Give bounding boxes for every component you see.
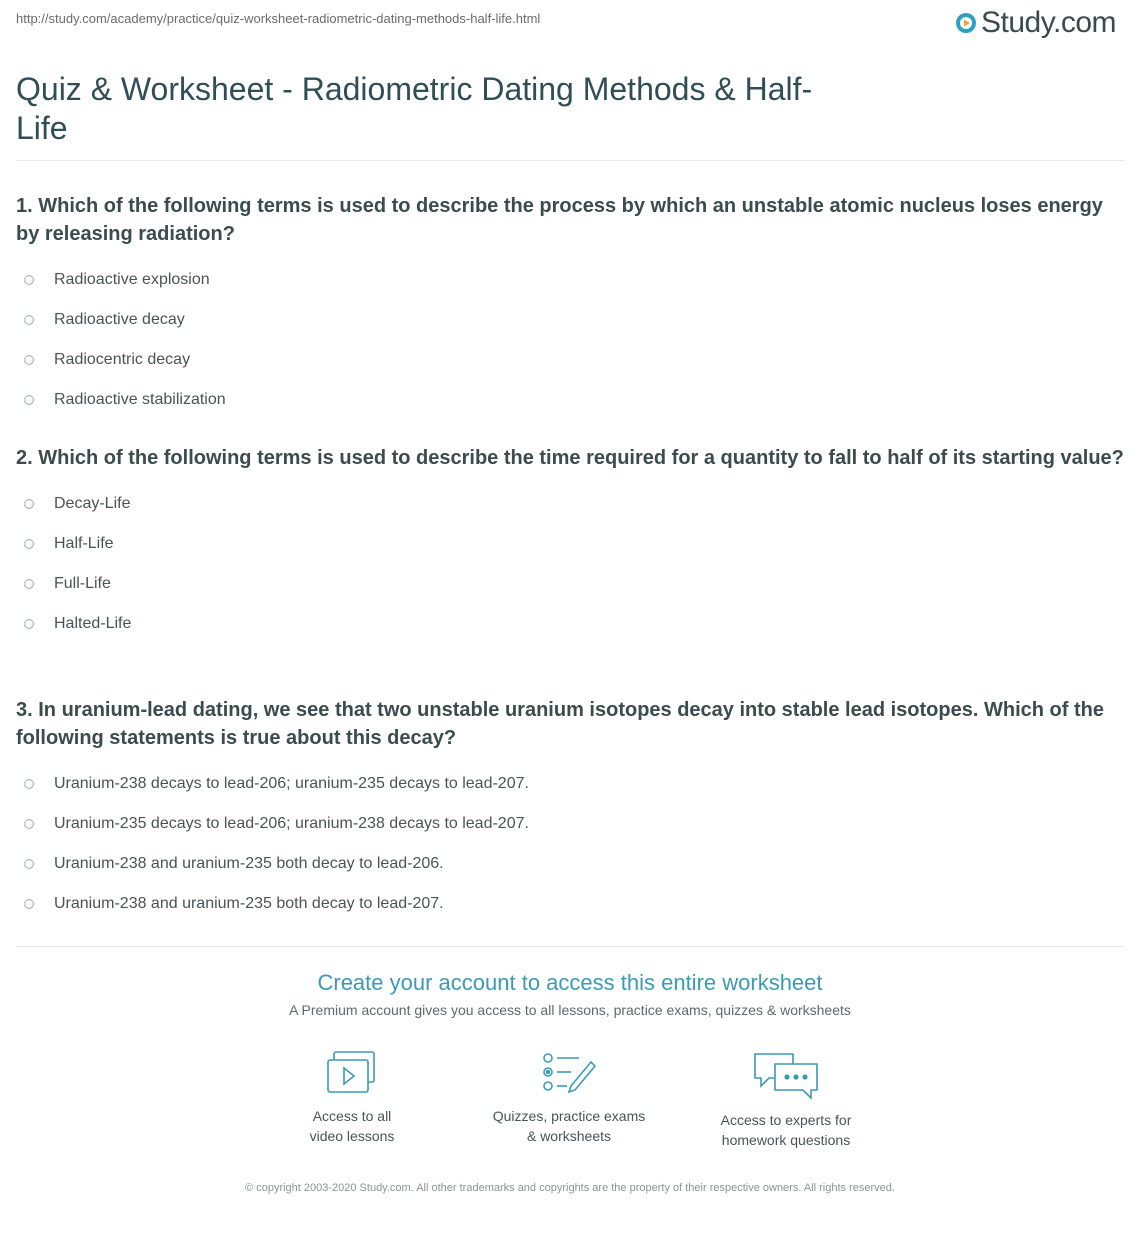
study-logo[interactable]: [955, 6, 1116, 40]
answer-option[interactable]: [16, 884, 1126, 924]
radio-button[interactable]: [24, 539, 34, 549]
chat-bubbles-icon: [753, 1050, 819, 1100]
question-text: 1. Which of the following terms is used to describe the process by which an unstable atomic nucleus loses energy by releasing radiation?: [16, 195, 1103, 245]
question-3: [16, 696, 1126, 924]
radio-button[interactable]: [24, 275, 34, 285]
answer-option[interactable]: [16, 804, 1126, 844]
option-label: Radiocentric decay: [54, 351, 191, 368]
radio-button[interactable]: [24, 779, 34, 789]
feature-text: Access to all video lessons: [309, 1108, 395, 1144]
signup-cta: [0, 970, 1140, 1018]
radio-button[interactable]: [24, 395, 34, 405]
title-divider: [16, 160, 1124, 161]
answer-option[interactable]: [16, 604, 1126, 644]
video-lessons-icon: [326, 1050, 378, 1096]
answer-option[interactable]: [16, 764, 1126, 804]
answer-option[interactable]: [16, 484, 1126, 524]
answer-option[interactable]: [16, 564, 1126, 604]
option-label: Uranium-238 and uranium-235 both decay to lead-206.: [54, 855, 444, 872]
option-label: Radioactive stabilization: [54, 391, 226, 408]
radio-button[interactable]: [24, 499, 34, 509]
option-label: Radioactive decay: [54, 311, 185, 328]
radio-button[interactable]: [24, 859, 34, 869]
question-1: [16, 192, 1126, 420]
feature-text: Quizzes, practice exams & worksheets: [492, 1108, 646, 1144]
feature-video-lessons: [257, 1050, 447, 1146]
question-2: [16, 444, 1126, 644]
option-label: Decay-Life: [54, 495, 131, 512]
answer-option[interactable]: [16, 260, 1126, 300]
radio-button[interactable]: [24, 579, 34, 589]
radio-button[interactable]: [24, 619, 34, 629]
option-label: Halted-Life: [54, 615, 132, 632]
radio-button[interactable]: [24, 899, 34, 909]
radio-button[interactable]: [24, 355, 34, 365]
page-title: Quiz & Worksheet - Radiometric Dating Methods & Half-Life: [16, 71, 813, 146]
radio-button[interactable]: [24, 819, 34, 829]
feature-experts: [691, 1050, 881, 1150]
brand-name: Study.com: [981, 6, 1116, 39]
feature-text: Access to experts for homework questions: [720, 1112, 852, 1148]
option-label: Uranium-238 decays to lead-206; uranium-235 decays to lead-207.: [54, 775, 529, 792]
question-text: 3. In uranium-lead dating, we see that two unstable uranium isotopes decay into stable lead isotopes. Which of the following statements is true about this decay?: [16, 699, 1104, 749]
feature-quizzes: [474, 1050, 664, 1146]
radio-button[interactable]: [24, 315, 34, 325]
question-text: 2. Which of the following terms is used to describe the time required for a quantity to fall to half of its starting value?: [16, 447, 1124, 469]
option-label: Uranium-235 decays to lead-206; uranium-238 decays to lead-207.: [54, 815, 529, 832]
option-label: Radioactive explosion: [54, 271, 210, 288]
answer-option[interactable]: [16, 300, 1126, 340]
cta-divider: [16, 946, 1124, 947]
answer-option[interactable]: [16, 844, 1126, 884]
play-circle-logo-icon: [955, 12, 977, 34]
answer-option[interactable]: [16, 380, 1126, 420]
option-label: Uranium-238 and uranium-235 both decay to lead-207.: [54, 895, 444, 912]
option-label: Half-Life: [54, 535, 114, 552]
quiz-checklist-icon: [541, 1050, 597, 1096]
cta-subtitle: A Premium account gives you access to all lessons, practice exams, quizzes & worksheets: [289, 1002, 851, 1018]
cta-title-link[interactable]: Create your account to access this entire worksheet: [317, 970, 823, 995]
option-label: Full-Life: [54, 575, 111, 592]
page-url: http://study.com/academy/practice/quiz-worksheet-radiometric-dating-methods-half-life.html: [16, 11, 541, 26]
answer-option[interactable]: [16, 524, 1126, 564]
copyright-footer: © copyright 2003-2020 Study.com. All other trademarks and copyrights are the property of their respective owners. All rights reserved.: [245, 1182, 895, 1194]
answer-option[interactable]: [16, 340, 1126, 380]
